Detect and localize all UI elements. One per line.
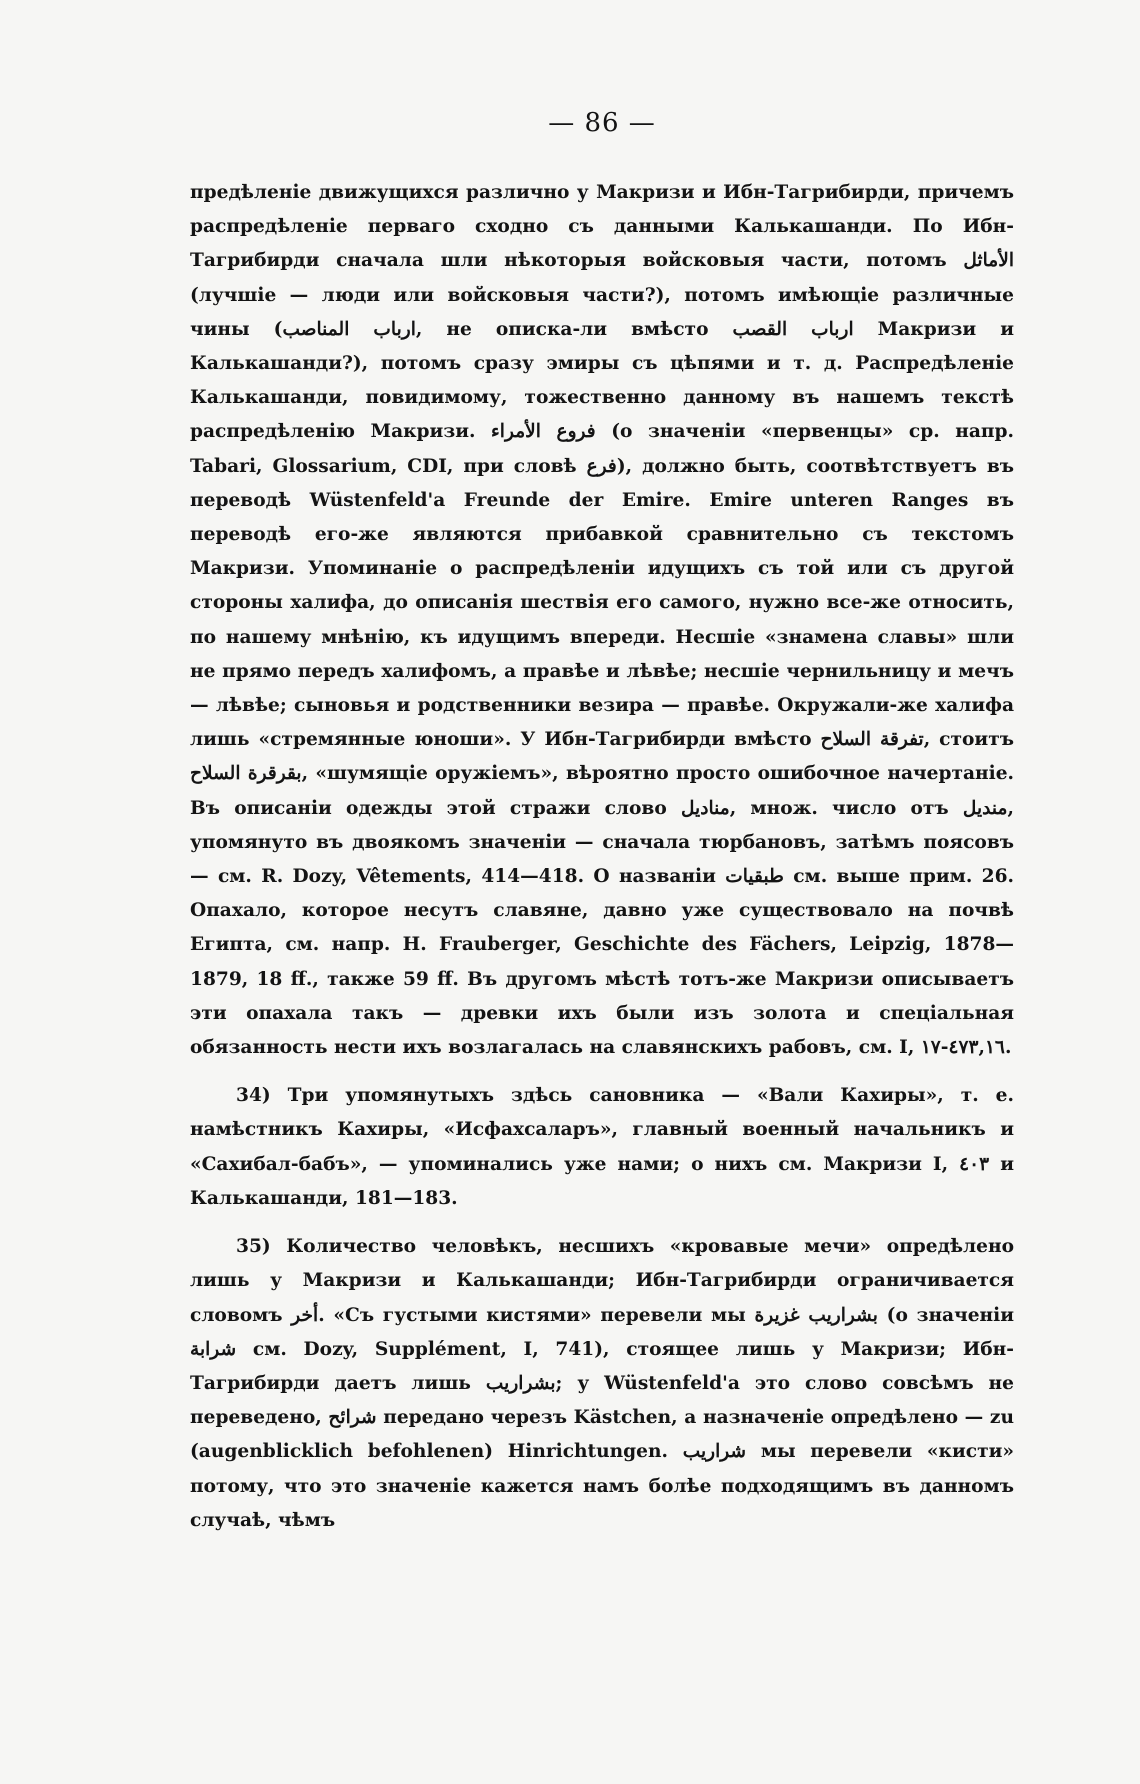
paragraph-note-35: 35) Количество человѣкъ, несшихъ «кровавые мечи» опредѣлено лишь у Макризи и Калькашанди; Ибн-Тагрибирди ограничивается словомъ أخر. «Съ густыми кистями» перевели мы بشراريب غزيرة (о значеніи شرابة см. Dozy, Supplément, I, 741), стоящее лишь у Макризи; Ибн-Тагрибирди даетъ лишь بشراريب; у Wüstenfeld'a это слово совсѣмъ не переведено, شرائح передано черезъ Kästchen, а назначеніе опредѣлено — zu (augenblicklich befohlenen) Hinrichtungen. شراريب мы перевели «кисти» потому, что это значеніе кажется намъ болѣе подходящимъ въ данномъ случаѣ, чѣмъ — [190, 1236, 1015, 1531]
paragraph-note-34: 34) Три упомянутыхъ здѣсь сановника — «Вали Кахиры», т. е. намѣстникъ Кахиры, «Исфахсаларъ», главный военный начальникъ и «Сахибал-бабъ», — упоминались уже нами; о нихъ см. Макризи I, ٤٠٣ и Калькашанди, 181—183. — [190, 1085, 1014, 1209]
paragraph-continuation: предѣленіе движущихся различно у Макризи и Ибн-Тагрибирди, причемъ распредѣленіе перваго сходно съ данными Калькашанди. По Ибн-Тагрибирди сначала шли нѣкоторыя войсковыя части, потомъ الأماثل (лучшіе — люди или войсковыя части?), потомъ имѣющіе различные чины (ارباب المناصب, не описка-ли вмѣсто ارباب القصب Макризи и Калькашанди?), потомъ сразу эмиры съ цѣпями и т. д. Распредѣленіе Калькашанди, повидимому, тожественно данному въ нашемъ текстѣ распредѣленію Макризи. فروع الأمراء (о значеніи «первенцы» ср. напр. Tabari, Glossarium, CDI, при словѣ فرع), должно быть, соотвѣтствуетъ въ переводѣ Wüstenfeld'a Freunde der Emire. Emire unteren Ranges въ переводѣ его-же являются прибавкой сравнительно съ текстомъ Макризи. Упоминаніе о распредѣленіи идущихъ съ той или съ другой стороны халифа, до описанія шествія его самого, нужно все-же относить, по нашему мнѣнію, къ идущимъ впереди. Несшіе «знамена славы» шли не прямо передъ халифомъ, а правѣе и лѣвѣе; несшіе чернильницу и мечъ — лѣвѣе; сыновья и родственники везира — правѣе. Окружали-же халифа лишь «стремянные юноши». У Ибн-Тагрибирди вмѣсто تفرقة السلاح, стоитъ بقرقرة السلاح, «шумящіе оружіемъ», вѣроятно просто ошибочное начертаніе. Въ описаніи одежды этой стражи слово مناديل, множ. число отъ منديل, упомянуто въ двоякомъ значеніи — сначала тюрбановъ, затѣмъ поясовъ — см. R. Dozy, Vêtements, 414—418. О названіи طبقيات см. выше прим. 26. Опахало, которое несутъ славяне, давно уже существовало на почвѣ Египта, см. напр. H. Frauberger, Geschichte des Fächers, Leipzig, 1878—1879, 18 ff., также 59 ff. Въ другомъ мѣстѣ тотъ-же Макризи описываетъ эти опахала такъ — древки ихъ были изъ золота и спеціальная обязанность нести ихъ возлагалась на славянскихъ рабовъ, см. I, ٤٧٣,١٦-١٧. — [190, 182, 1015, 1059]
page-number: — 86 — — [548, 108, 656, 138]
